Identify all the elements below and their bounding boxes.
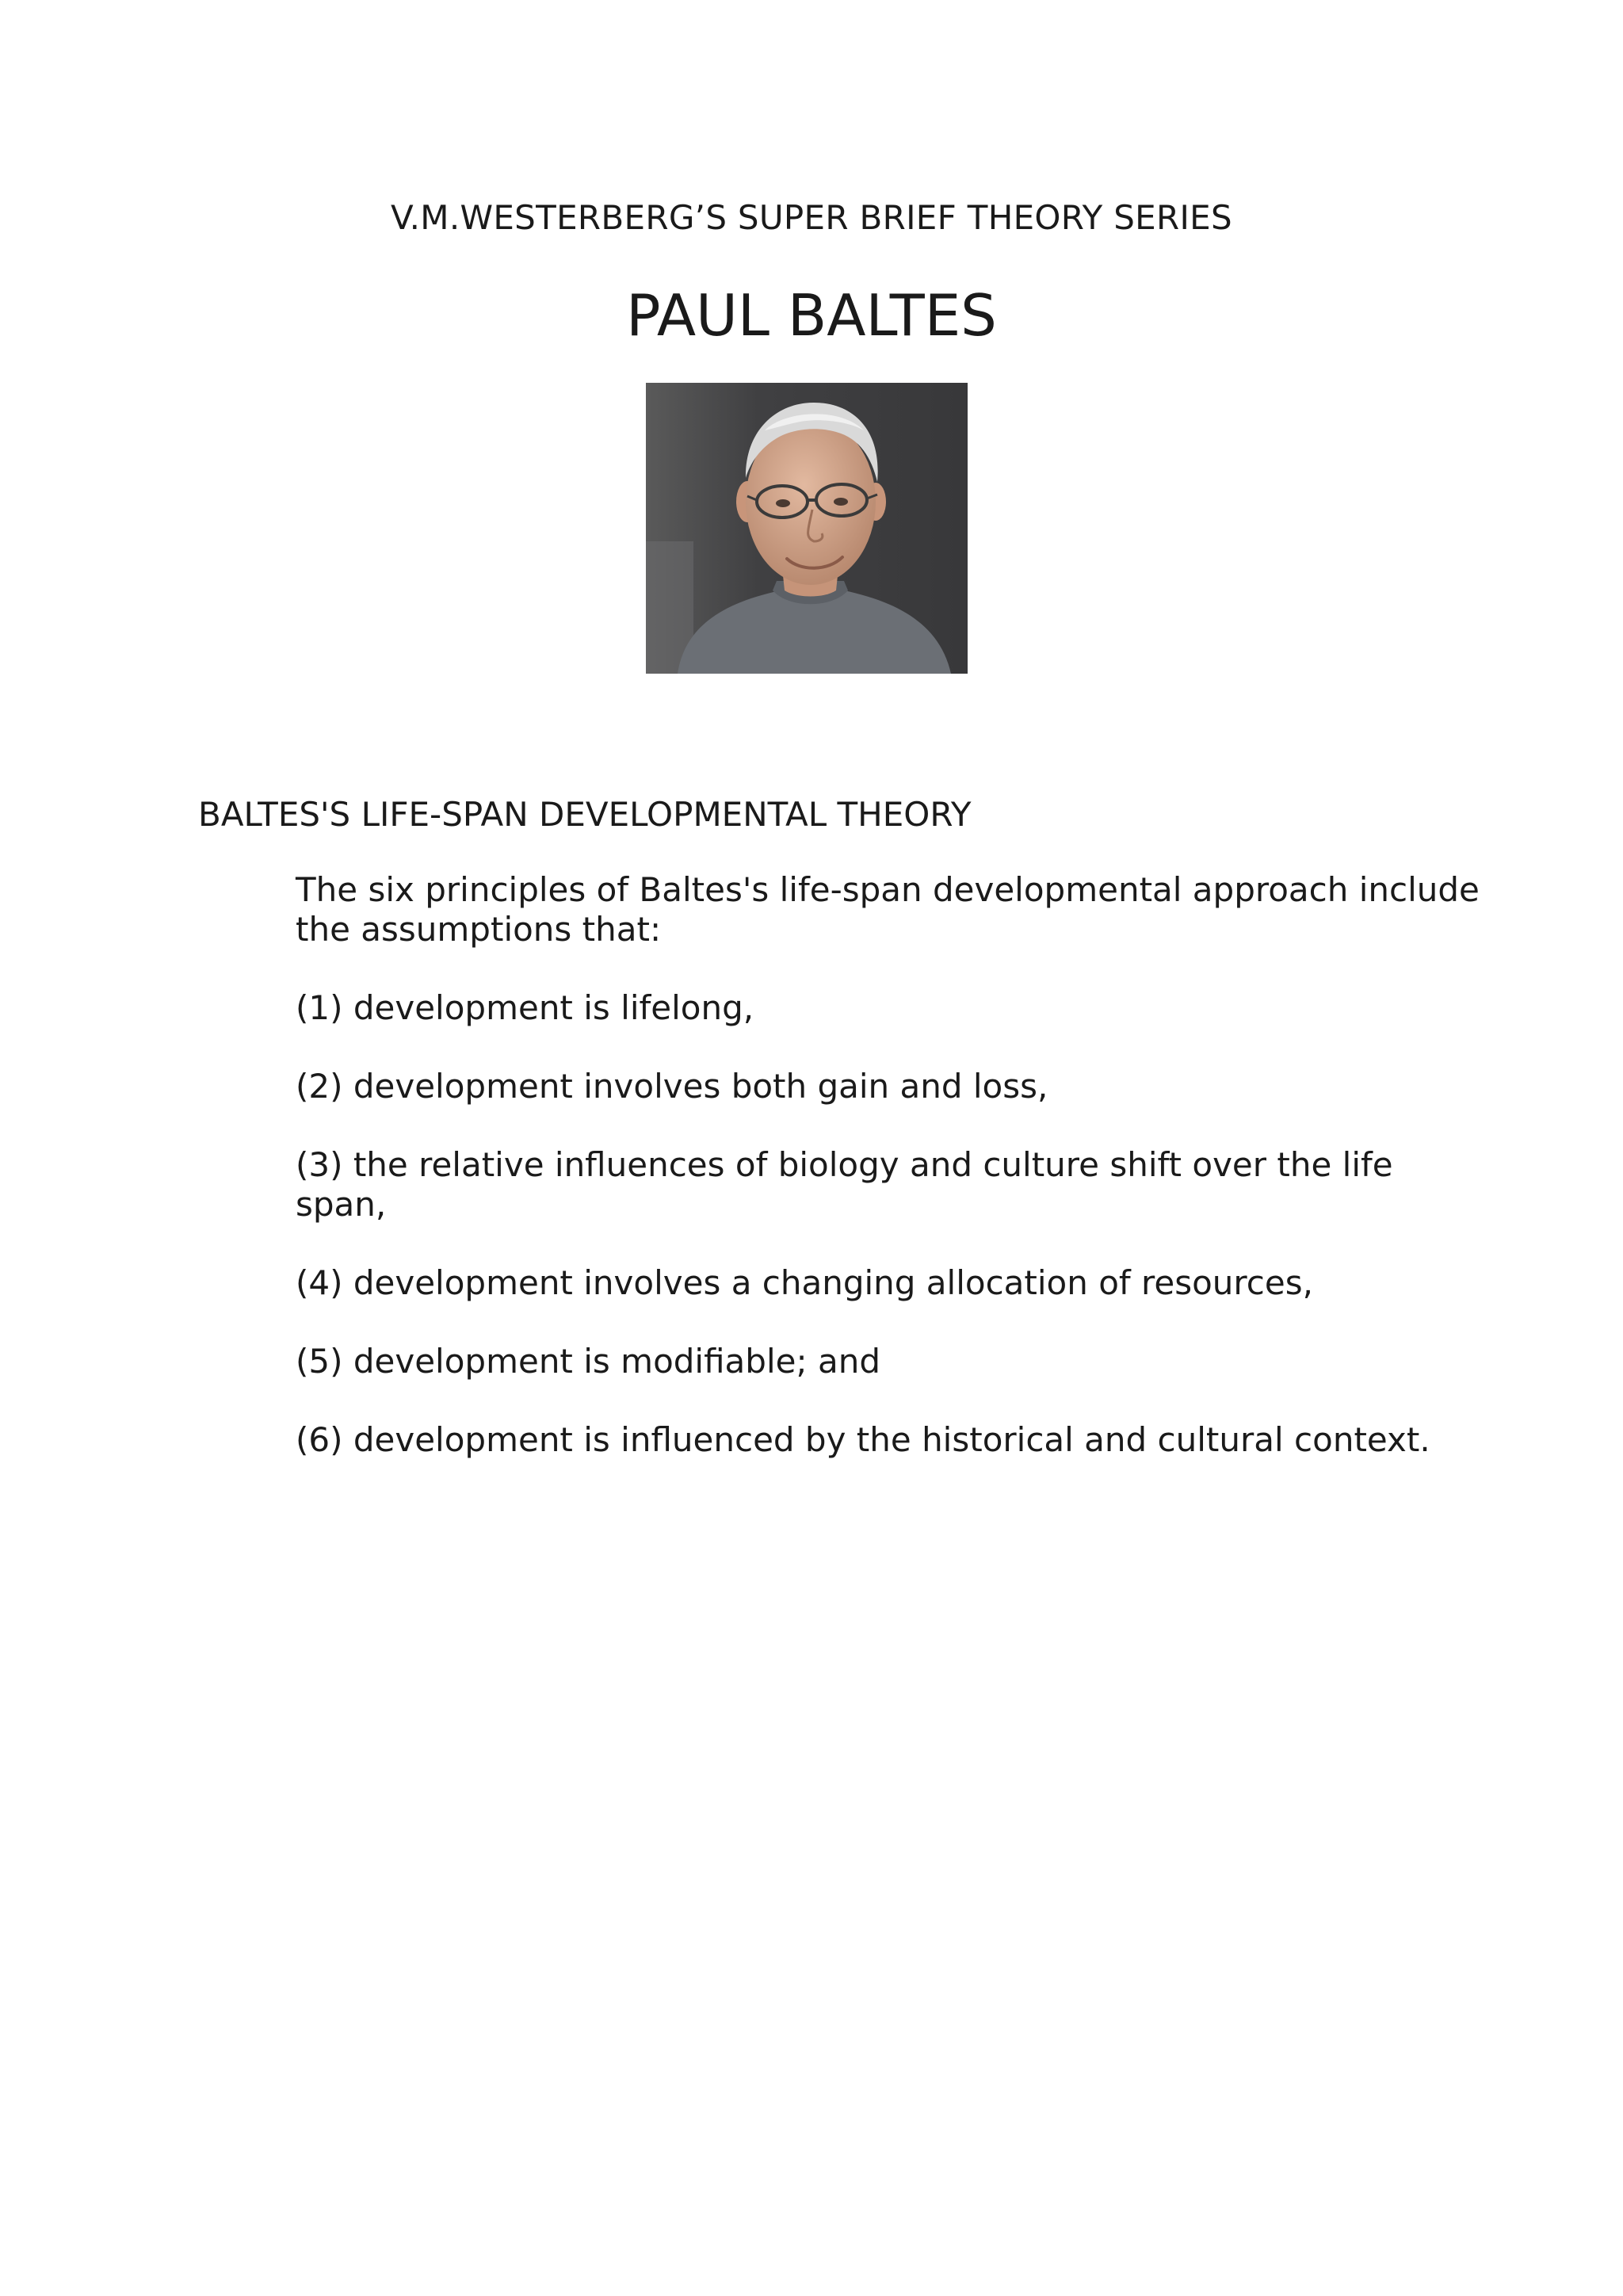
intro-paragraph: The six principles of Baltes's life-span developmental approach include the assumptions that: bbox=[296, 870, 1480, 949]
portrait-photo bbox=[646, 383, 968, 674]
principle-item: (2) development involves both gain and loss, bbox=[296, 1067, 1048, 1106]
principle-item: (6) development is influenced by the historical and cultural context. bbox=[296, 1420, 1430, 1459]
principle-item: (3) the relative influences of biology and culture shift over the life span, bbox=[296, 1145, 1393, 1224]
principle-item: (1) development is lifelong, bbox=[296, 988, 754, 1027]
section-heading: BALTES'S LIFE-SPAN DEVELOPMENTAL THEORY bbox=[198, 795, 972, 834]
principle-item: (4) development involves a changing allocation of resources, bbox=[296, 1263, 1313, 1302]
principle-item: (5) development is modifiable; and bbox=[296, 1342, 880, 1381]
series-title: V.M.WESTERBERG’S SUPER BRIEF THEORY SERIES bbox=[391, 198, 1232, 237]
principles-content bbox=[296, 870, 1484, 1499]
person-name-title: PAUL BALTES bbox=[626, 282, 997, 349]
